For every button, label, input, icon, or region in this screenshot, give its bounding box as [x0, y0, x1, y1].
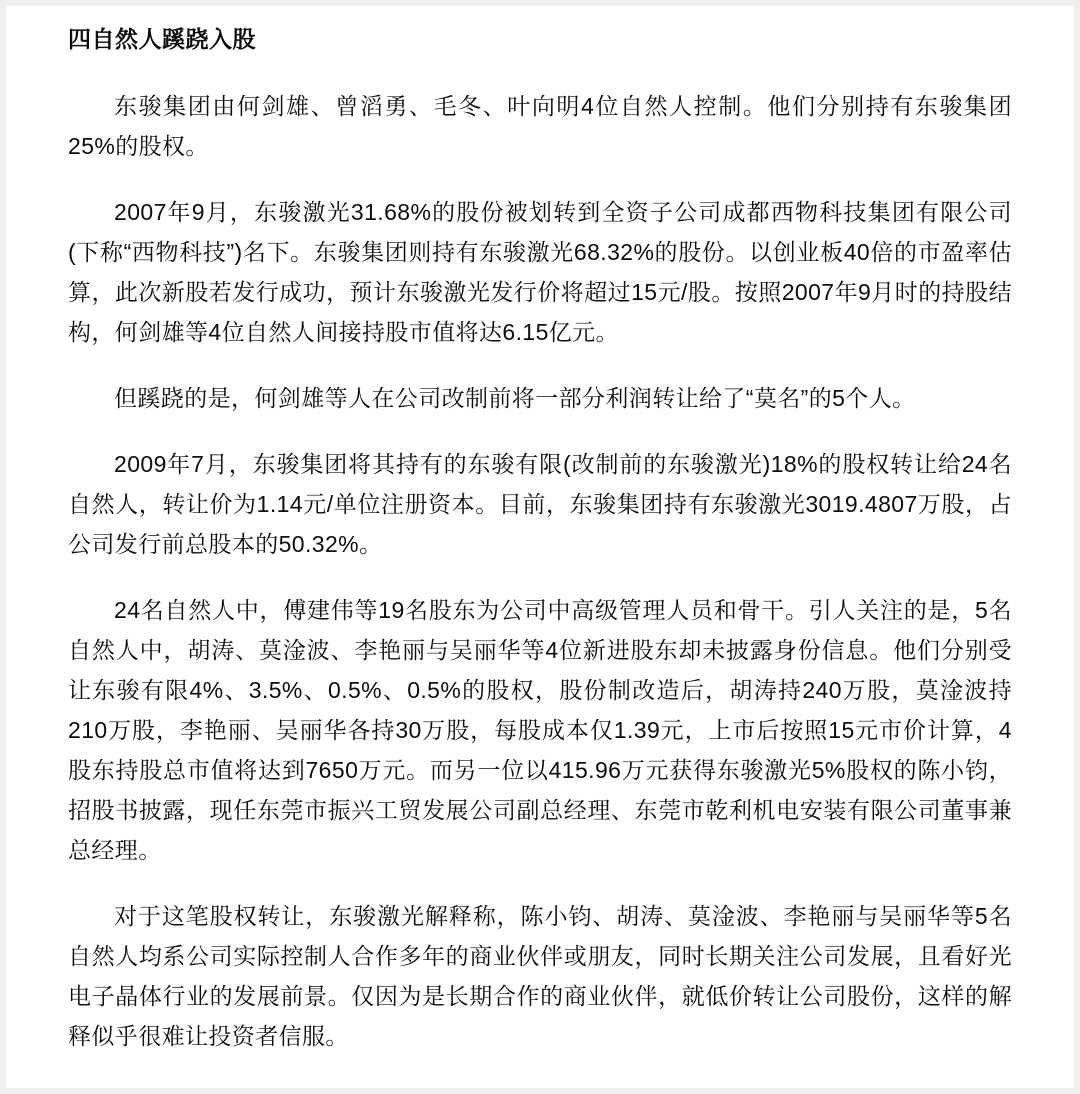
article-paragraph-6: 对于这笔股权转让，东骏激光解释称，陈小钧、胡涛、莫淦波、李艳丽与吴丽华等5名自然人均系公司实际控制人合作多年的商业伙伴或朋友，同时长期关注公司发展，且看好光电子晶体行业的发展前景。仅因为是长期合作的商业伙伴，就低价转让公司股份，这样的解释似乎很难让投资者信服。 [68, 903, 1012, 1049]
article-paragraph-1: 东骏集团由何剑雄、曾滔勇、毛冬、叶向明4位自然人控制。他们分别持有东骏集团25%的股权。 [68, 93, 1012, 159]
article-paragraph-3: 但蹊跷的是，何剑雄等人在公司改制前将一部分利润转让给了“莫名”的5个人。 [114, 385, 916, 411]
article-heading: 四自然人蹊跷入股 [68, 26, 256, 52]
article-paragraph-5: 24名自然人中，傅建伟等19名股东为公司中高级管理人员和骨干。引人关注的是，5名自然人中，胡涛、莫淦波、李艳丽与吴丽华等4位新进股东却未披露身份信息。他们分别受让东骏有限4%、3.5%、0.5%、0.5%的股权，股份制改造后，胡涛持240万股，莫淦波持210万股，李艳丽、吴丽华各持30万股，每股成本仅1.39元，上市后按照15元市价计算，4股东持股总市值将达到7650万元。而另一位以415.96万元获得东骏激光5%股权的陈小钧，招股书披露，现任东莞市振兴工贸发展公司副总经理、东莞市乾利机电安装有限公司董事兼总经理。 [68, 597, 1012, 863]
article-paragraph-4: 2009年7月，东骏集团将其持有的东骏有限(改制前的东骏激光)18%的股权转让给24名自然人，转让价为1.14元/单位注册资本。目前，东骏集团持有东骏激光3019.4807万股，占公司发行前总股本的50.32%。 [68, 451, 1012, 557]
article-page [6, 6, 1074, 1088]
article-paragraph-2: 2007年9月，东骏激光31.68%的股份被划转到全资子公司成都西物科技集团有限公司(下称“西物科技”)名下。东骏集团则持有东骏激光68.32%的股份。以创业板40倍的市盈率估算，此次新股若发行成功，预计东骏激光发行价将超过15元/股。按照2007年9月时的持股结构，何剑雄等4位自然人间接持股市值将达6.15亿元。 [68, 199, 1012, 345]
